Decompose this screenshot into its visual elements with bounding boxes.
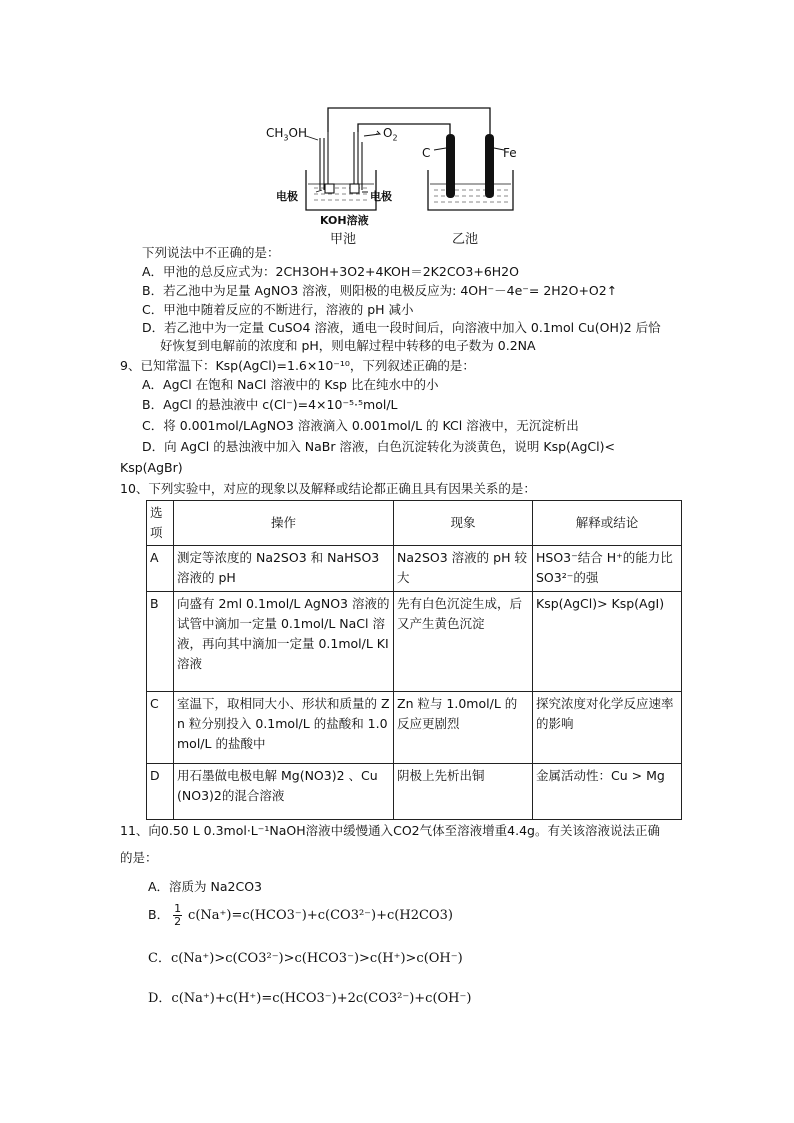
connecting-wire-2 — [358, 124, 450, 134]
option-b-label: B． — [148, 907, 170, 922]
label-electrode-right: 电极 — [370, 190, 392, 203]
q8-stem: 下列说法中不正确的是： — [142, 245, 280, 260]
q9-option-b: B．AgCl 的悬浊液中 c(Cl⁻)=4×10⁻⁵·⁵mol/L — [142, 397, 398, 412]
fraction-half — [173, 903, 182, 928]
q11-option-c: C．c(Na⁺)>c(CO3²⁻)>c(HCO3⁻)>c(H⁺)>c(OH⁻) — [148, 951, 463, 966]
q11-option-b — [148, 903, 453, 928]
table-cell: B — [147, 592, 174, 692]
table-row — [147, 692, 682, 764]
table-cell: A — [147, 546, 174, 592]
fraction-denominator: 2 — [174, 915, 182, 928]
table-header-row — [147, 501, 682, 546]
q9-stem: 9、已知常温下：Ksp(AgCl)=1.6×10⁻¹⁰，下列叙述正确的是： — [120, 358, 475, 373]
table-cell: Na2SO3 溶液的 pH 较大 — [394, 546, 533, 592]
label-cell-b: 乙池 — [452, 232, 479, 247]
q11-stem: 11、向0.50 L 0.3mol·L⁻¹NaOH溶液中缓慢通入CO2气体至溶液增重4.4g。有关该溶液说法正确 — [120, 823, 660, 838]
q11-option-a: A．溶质为 Na2CO3 — [148, 879, 263, 894]
experiment-table — [146, 500, 682, 820]
beaker-a — [306, 170, 376, 210]
header-conclusion: 解释或结论 — [533, 501, 682, 546]
header-operation: 操作 — [174, 501, 394, 546]
q8-option-b: B．若乙池中为足量 AgNO3 溶液，则阳极的电极反应为: 4OH⁻－4e⁻= 2H2O+O2↑ — [142, 283, 618, 298]
q8-option-c: C．甲池中随着反应的不断进行，溶液的 pH 减小 — [142, 302, 414, 317]
label-cell-a: 甲池 — [330, 232, 357, 247]
q8-option-d: D．若乙池中为一定量 CuSO4 溶液，通电一段时间后，向溶液中加入 0.1mol Cu(OH)2 后恰 — [142, 320, 661, 335]
q8-option-a: A．甲池的总反应式为：2CH3OH+3O2+4KOH＝2K2CO3+6H2O — [142, 264, 519, 279]
fraction-numerator: 1 — [174, 902, 182, 915]
table-cell: 探究浓度对化学反应速率的影响 — [533, 692, 682, 764]
q9-option-a: A．AgCl 在饱和 NaCl 溶液中的 Ksp 比在纯水中的小 — [142, 377, 439, 392]
label-fe: Fe — [503, 146, 517, 160]
table-cell: 金属活动性：Cu > Mg — [533, 764, 682, 820]
q11-option-d: D．c(Na⁺)+c(H⁺)=c(HCO3⁻)+2c(CO3²⁻)+c(OH⁻) — [148, 991, 472, 1006]
table-cell: 用石墨做电极电解 Mg(NO3)2 、Cu(NO3)2的混合溶液 — [174, 764, 394, 820]
table-row — [147, 592, 682, 692]
header-phenomenon: 现象 — [394, 501, 533, 546]
table-cell: Zn 粒与 1.0mol/L 的反应更剧烈 — [394, 692, 533, 764]
table-cell: 测定等浓度的 Na2SO3 和 NaHSO3 溶液的 pH — [174, 546, 394, 592]
table-cell: 向盛有 2ml 0.1mol/L AgNO3 溶液的试管中滴加一定量 0.1mol/L NaCl 溶液，再向其中滴加一定量 0.1mol/L KI 溶液 — [174, 592, 394, 692]
label-c: C — [422, 146, 431, 160]
option-b-formula: c(Na⁺)=c(HCO3⁻)+c(CO3²⁻)+c(H2CO3) — [188, 908, 453, 923]
table-row — [147, 764, 682, 820]
q9-option-d: D．向 AgCl 的悬浊液中加入 NaBr 溶液，白色沉淀转化为淡黄色，说明 Ksp(AgCl)< — [142, 439, 615, 454]
q10-stem: 10、下列实验中，对应的现象以及解释或结论都正确且具有因果关系的是： — [120, 481, 536, 496]
iron-electrode — [485, 134, 494, 198]
table-cell: C — [147, 692, 174, 764]
header-option: 选项 — [147, 501, 174, 546]
label-koh: KOH溶液 — [320, 214, 369, 227]
table-cell: 阴极上先析出铜 — [394, 764, 533, 820]
label-ch3oh: $CH_3OH$ — [266, 126, 307, 143]
table-cell: HSO3⁻结合 H⁺的能力比SO3²⁻的强 — [533, 546, 682, 592]
electrolysis-diagram — [258, 100, 538, 248]
table-cell: 室温下，取相同大小、形状和质量的 Zn 粒分别投入 0.1mol/L 的盐酸和 1.0mol/L 的盐酸中 — [174, 692, 394, 764]
connecting-wire — [328, 108, 490, 134]
table-cell: Ksp(AgCl)> Ksp(AgI) — [533, 592, 682, 692]
carbon-electrode — [446, 134, 455, 198]
label-electrode-left: 电极 — [276, 190, 298, 203]
table-cell: D — [147, 764, 174, 820]
table-cell: 先有白色沉淀生成，后又产生黄色沉淀 — [394, 592, 533, 692]
q11-stem-cont: 的是： — [120, 850, 158, 865]
q8-option-d-cont: 好恢复到电解前的浓度和 pH，则电解过程中转移的电子数为 0.2NA — [160, 338, 536, 353]
q9-option-c: C．将 0.001mol/LAgNO3 溶液滴入 0.001mol/L 的 KCl 溶液中，无沉淀析出 — [142, 418, 579, 433]
label-o2: $O_2$ — [383, 126, 398, 143]
q9-option-d-cont: Ksp(AgBr) — [120, 460, 183, 475]
table-row — [147, 546, 682, 592]
